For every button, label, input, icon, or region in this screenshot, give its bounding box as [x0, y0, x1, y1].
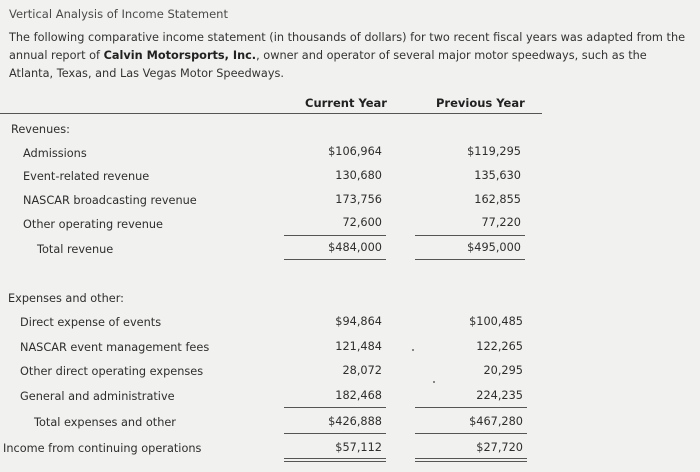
header-rule [0, 113, 542, 114]
row-label-other-operating: Other operating revenue [23, 218, 164, 231]
event-related-previous: 135,630 [474, 169, 521, 182]
stray-mark [412, 349, 414, 351]
row-label-total-expenses: Total expenses and other [34, 416, 176, 429]
total-expenses-current: $426,888 [328, 415, 382, 428]
other-operating-previous: 77,220 [481, 216, 521, 229]
revenues-heading: Revenues: [11, 123, 70, 136]
intro-text-after: , owner and operator of several major motor speedways, such as the Atlanta, Texas, and Las Vegas Motor Speedways. [9, 49, 647, 80]
subtotal-rule-previous [415, 235, 525, 236]
row-label-admissions: Admissions [23, 147, 87, 160]
subtotal-rule-current [284, 235, 386, 236]
nascar-broadcasting-current: 173,756 [335, 193, 382, 206]
row-label-nascar-fees: NASCAR event management fees [20, 341, 210, 354]
total-expenses-previous: $467,280 [469, 415, 523, 428]
income-double-rule-current [284, 458, 386, 462]
direct-expense-current: $94,864 [335, 315, 382, 328]
total-revenue-rule-previous [415, 259, 525, 260]
general-admin-previous: 224,235 [476, 389, 523, 402]
expenses-subtotal-rule-previous [415, 407, 527, 408]
income-previous: $27,720 [476, 441, 523, 454]
column-header-current: Current Year [305, 96, 387, 110]
intro-text-before: The following comparative income statement (in thousands of dollars) for two recent fiscal years was adapted from the annual report of [9, 31, 686, 62]
row-label-other-direct: Other direct operating expenses [20, 365, 204, 378]
total-expenses-rule-current [284, 433, 386, 434]
stray-mark [433, 381, 435, 383]
row-label-event-related: Event-related revenue [23, 170, 150, 183]
income-current: $57,112 [335, 441, 382, 454]
expenses-heading: Expenses and other: [8, 292, 124, 305]
intro-paragraph [9, 29, 691, 83]
other-operating-current: 72,600 [342, 216, 382, 229]
admissions-current: $106,964 [328, 145, 382, 158]
other-direct-previous: 20,295 [483, 364, 523, 377]
total-revenue-current: $484,000 [328, 241, 382, 254]
nascar-fees-previous: 122,265 [476, 340, 523, 353]
nascar-broadcasting-previous: 162,855 [474, 193, 521, 206]
general-admin-current: 182,468 [335, 389, 382, 402]
row-label-total-revenue: Total revenue [37, 243, 114, 256]
nascar-fees-current: 121,484 [335, 340, 382, 353]
total-expenses-rule-previous [415, 433, 527, 434]
company-name: Calvin Motorsports, Inc. [103, 49, 257, 62]
row-label-nascar-broadcasting: NASCAR broadcasting revenue [23, 194, 197, 207]
total-revenue-previous: $495,000 [467, 241, 521, 254]
admissions-previous: $119,295 [467, 145, 521, 158]
expenses-subtotal-rule-current [284, 407, 386, 408]
other-direct-current: 28,072 [342, 364, 382, 377]
row-label-general-admin: General and administrative [20, 390, 175, 403]
page-title: Vertical Analysis of Income Statement [9, 7, 228, 21]
income-double-rule-previous [415, 458, 527, 462]
column-header-previous: Previous Year [436, 96, 525, 110]
direct-expense-previous: $100,485 [469, 315, 523, 328]
row-label-direct-expense: Direct expense of events [20, 316, 162, 329]
row-label-income: Income from continuing operations [3, 442, 202, 455]
event-related-current: 130,680 [335, 169, 382, 182]
total-revenue-rule-current [284, 259, 386, 260]
